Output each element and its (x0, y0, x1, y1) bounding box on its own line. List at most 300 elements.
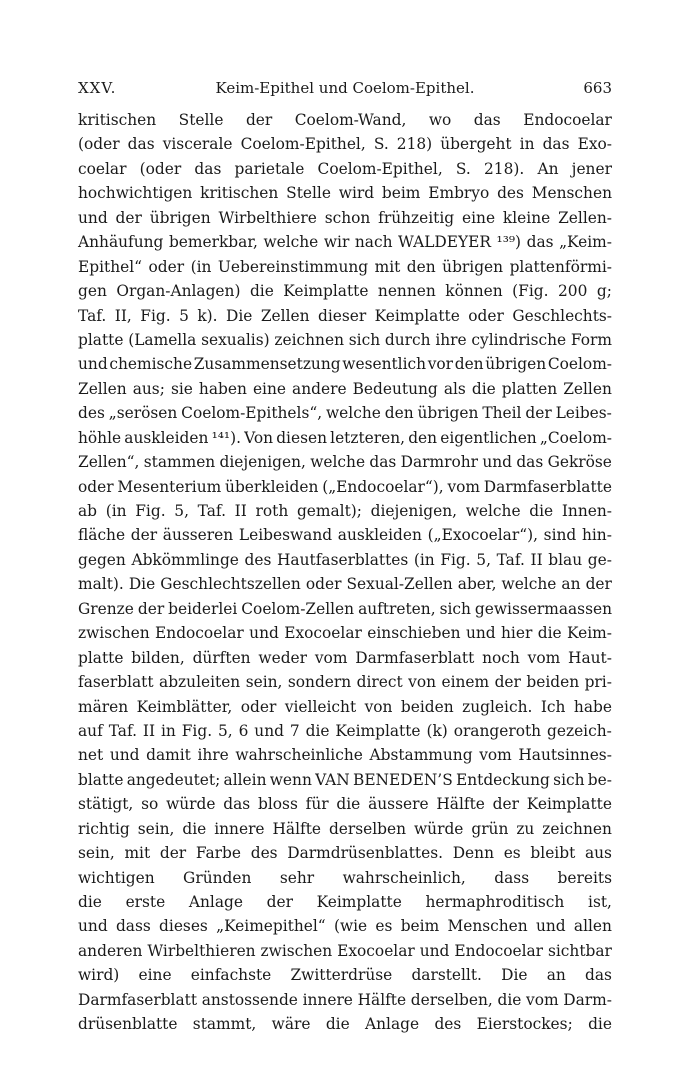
text-line (78, 279, 612, 303)
word: richtig (78, 819, 130, 838)
word: 7 (289, 721, 300, 740)
word: direct (356, 673, 403, 692)
word: wo (428, 111, 452, 129)
word: Menschen (447, 917, 528, 936)
word: orangeroth (453, 721, 542, 740)
word: Zusammensetzung (193, 355, 341, 374)
text-line (78, 206, 612, 230)
text-line (78, 157, 612, 181)
word: Darm- (563, 990, 612, 1009)
word: die (537, 624, 562, 643)
word: das (223, 795, 251, 814)
word: oder (148, 257, 185, 276)
word: das (526, 233, 554, 252)
word: zugleich. (462, 697, 533, 716)
body-text (78, 108, 612, 1037)
word: diejenigen, (370, 502, 458, 520)
word: jener (571, 159, 612, 178)
word: Leibes- (555, 404, 612, 423)
word: Zellen (78, 379, 127, 398)
chapter-number: XXV. (78, 79, 117, 97)
word: 200 (557, 282, 588, 301)
word: darstellt. (411, 966, 482, 985)
word: welche (310, 453, 366, 472)
word: des (434, 1015, 462, 1034)
word: die (336, 795, 361, 814)
word: („Exocoelar“), (427, 526, 538, 545)
word: von (364, 697, 393, 716)
word: Fig. (181, 721, 213, 740)
word: fläche (78, 526, 126, 545)
word: wenn (269, 770, 312, 789)
word: eine (462, 208, 496, 227)
word: Gekröse (547, 453, 612, 472)
text-line (78, 523, 612, 547)
word: einschieben (367, 624, 461, 643)
word: Darmfaserblatt (78, 990, 198, 1009)
word: vom (479, 746, 512, 765)
word: sondern (287, 673, 352, 692)
word: sich (348, 330, 381, 349)
word: übrigen (485, 355, 547, 374)
word: Taf. (78, 306, 107, 325)
word: von (408, 673, 437, 692)
word: ist, (588, 893, 612, 911)
word: weder (258, 648, 308, 667)
word: Wirbelthiere (218, 208, 317, 227)
word: noch (482, 648, 520, 667)
word: das (584, 966, 612, 985)
text-line (78, 670, 612, 694)
word: innere (302, 990, 353, 1009)
word: Wirbelthieren (147, 941, 256, 960)
word: wird (338, 184, 375, 203)
text-line (78, 597, 612, 621)
word: übrigen (442, 257, 504, 276)
word: g; (596, 282, 612, 301)
word: bloss (258, 795, 298, 814)
word: überkleiden (225, 477, 319, 496)
word: sexualis) (201, 330, 270, 349)
word: die (78, 893, 102, 911)
word: Coelom-Epithel, (240, 135, 366, 154)
word: aus (584, 844, 612, 863)
word: das (542, 135, 570, 154)
word: 6 (238, 721, 249, 740)
word: Zellen (260, 306, 310, 325)
word: allein (223, 770, 267, 789)
word: einfachste (190, 966, 272, 985)
word: Sexual-Zellen (346, 575, 453, 594)
text-line (78, 304, 612, 328)
word: zwischen (260, 941, 333, 960)
word: anstossende (201, 990, 298, 1009)
text-line (78, 768, 612, 792)
word: an (546, 966, 566, 985)
word: drüsenblatte (78, 1015, 178, 1034)
word: net (78, 746, 104, 765)
word: zeichnen (542, 819, 612, 838)
text-line (78, 866, 612, 890)
text-line (78, 841, 612, 865)
word: innere (214, 819, 265, 838)
word: eine (252, 379, 286, 398)
word: „Keim- (559, 233, 612, 252)
word: bleibt (530, 844, 576, 863)
text-line (78, 914, 612, 938)
word: Innen- (561, 502, 612, 520)
word: vom (527, 648, 561, 667)
word: gewissermaassen (474, 599, 612, 618)
word: plattenförmi- (509, 257, 612, 276)
word: nennen (377, 282, 436, 301)
word: gegen (78, 550, 126, 569)
word: und (249, 624, 279, 643)
text-line (78, 328, 612, 352)
text-line (78, 890, 612, 914)
word: Entdeckung (456, 770, 550, 789)
word: Coelom-Zellen (241, 599, 355, 618)
word: hochwichtigen (78, 184, 193, 203)
word: beim (381, 184, 421, 203)
word: zeichnen (274, 330, 344, 349)
text-line (78, 255, 612, 279)
word: 218). (483, 159, 525, 178)
word: Fig. (140, 306, 171, 325)
word: das (516, 453, 544, 472)
word: und (109, 746, 140, 765)
word: malt). (78, 575, 124, 594)
word: Fig. (440, 550, 471, 569)
word: Farbe (195, 844, 242, 863)
word: Abkömmlinge (131, 550, 239, 569)
word: Von (244, 428, 274, 447)
word: des (78, 404, 105, 423)
word: ihre (435, 330, 467, 349)
word: des (497, 184, 524, 203)
word: sichtbar (547, 941, 612, 960)
word: Menschen (531, 184, 612, 203)
word: Mesenterium (117, 477, 222, 496)
word: erste (125, 893, 166, 911)
word: II (234, 502, 247, 520)
text-line (78, 572, 612, 596)
word: Stelle (286, 184, 331, 203)
word: (in (413, 550, 435, 569)
word: Taf. (108, 721, 137, 740)
word: Die (128, 575, 156, 594)
word: den (454, 355, 484, 374)
word: sind (543, 526, 577, 545)
word: (Fig. (512, 282, 549, 301)
running-header (78, 78, 612, 98)
word: Endocoelar (155, 624, 244, 643)
word: an (561, 575, 581, 594)
word: das (369, 453, 397, 472)
word: für (305, 795, 329, 814)
word: roth (255, 502, 289, 520)
word: coelar (78, 159, 127, 178)
word: (in (190, 257, 212, 276)
word: und (254, 721, 284, 740)
word: (k) (426, 721, 448, 740)
word: faserblatt (78, 673, 154, 692)
word: die (529, 502, 554, 520)
word: anderen (78, 941, 143, 960)
word: letzteren, (330, 428, 406, 447)
word: aus; (132, 379, 165, 398)
word: derselben (328, 819, 407, 838)
word: das (473, 111, 501, 129)
word: nach (354, 233, 393, 252)
word: 5, (174, 502, 189, 520)
text-line (78, 743, 612, 767)
text-line (78, 963, 612, 987)
word: Endocoelar (454, 941, 544, 960)
word: Coelom-Wand, (294, 111, 407, 129)
word: dürften (192, 648, 251, 667)
running-title: Keim-Epithel und Coelom-Epithel. (215, 79, 475, 97)
word: Taf. (496, 550, 525, 569)
word: schon (324, 208, 371, 227)
word: Denn (452, 844, 494, 863)
text-line (78, 792, 612, 816)
word: äusseren (162, 526, 234, 545)
word: in (519, 135, 535, 154)
word: VAN (315, 770, 350, 789)
word: Keimplatte (374, 306, 460, 325)
word: Organ-Anlagen) (116, 282, 241, 301)
word: und (535, 917, 566, 936)
word: stammt, (192, 1015, 257, 1034)
word: Eierstockes; (476, 1015, 573, 1034)
word: sie (170, 379, 193, 398)
word: BENEDEN’S (353, 770, 453, 789)
word: übergeht (440, 135, 512, 154)
word: Keim- (567, 624, 612, 643)
word: vom (526, 990, 559, 1009)
word: der (525, 404, 552, 423)
word: Exo- (577, 135, 612, 154)
word: der (585, 575, 612, 594)
word: abzuleiten (159, 673, 241, 692)
word: Uebereinstimmung (217, 257, 369, 276)
word: Zellen- (558, 208, 612, 227)
word: derselben, (410, 990, 493, 1009)
word: wird) (78, 966, 120, 985)
text-line (78, 108, 612, 132)
word: die (305, 721, 330, 740)
word: Keimblätter, (136, 697, 233, 716)
word: frühzeitig (378, 208, 455, 227)
word: k). (197, 306, 218, 325)
word: pri- (584, 673, 612, 692)
word: Hälfte (436, 795, 485, 814)
text-line (78, 548, 612, 572)
word: II (142, 721, 156, 740)
word: wesentlich (342, 355, 427, 374)
word: gen (78, 282, 107, 301)
word: sein, (137, 819, 175, 838)
text-line (78, 475, 612, 499)
word: sich (439, 599, 471, 618)
word: (oder (78, 135, 120, 154)
word: Exocoelar (337, 941, 415, 960)
word: Endocoelar (523, 111, 612, 129)
word: dieser (317, 306, 367, 325)
word: und (78, 355, 108, 374)
word: sein, (245, 673, 283, 692)
word: welche (501, 575, 557, 594)
word: Die (226, 306, 253, 325)
word: beiden (526, 673, 580, 692)
word: Hälfte (357, 990, 407, 1009)
word: Coelom-Epithels“, (181, 404, 323, 423)
word: 218) (396, 135, 433, 154)
word: äussere (368, 795, 429, 814)
word: oder (240, 697, 277, 716)
word: die (471, 379, 496, 398)
word: ¹³⁹) (496, 233, 522, 252)
word: und (78, 208, 108, 227)
word: welche (263, 233, 319, 252)
word: ¹⁴¹). (211, 428, 241, 447)
word: blatte (78, 770, 124, 789)
text-line (78, 817, 612, 841)
text-line (78, 499, 612, 523)
word: es (503, 844, 521, 863)
word: Die (501, 966, 528, 985)
word: Coelom-Epithel, (317, 159, 443, 178)
word: (wie (333, 917, 368, 936)
word: die (249, 282, 274, 301)
text-line (78, 988, 612, 1012)
word: der (115, 208, 142, 227)
word: übrigen (149, 208, 211, 227)
word: bilden, (131, 648, 185, 667)
word: und (78, 917, 108, 936)
word: und (465, 624, 496, 643)
word: andere (292, 379, 347, 398)
word: einem (441, 673, 490, 692)
word: Gründen (183, 868, 252, 887)
word: welche (465, 502, 521, 520)
word: wahrscheinlich, (342, 868, 466, 887)
word: die (325, 1015, 350, 1034)
text-line (78, 646, 612, 670)
word: Leibeswand (238, 526, 333, 545)
word: Epithel“ (78, 257, 143, 276)
word: II (530, 550, 543, 569)
text-line (78, 401, 612, 425)
word: „Keimepithel“ (216, 917, 326, 936)
word: Exocoelar (284, 624, 362, 643)
word: blau (548, 550, 583, 569)
word: den (384, 404, 414, 423)
word: vor (427, 355, 454, 374)
word: ge- (587, 550, 612, 569)
word: mären (78, 697, 129, 716)
word: als (443, 379, 466, 398)
text-line (78, 450, 612, 474)
word: das (127, 135, 155, 154)
word: hier (501, 624, 533, 643)
word: diesen (276, 428, 327, 447)
word: sein, (78, 844, 115, 863)
word: Hautfaserblattes (277, 550, 409, 569)
word: zwischen (78, 624, 150, 643)
word: das (194, 159, 222, 178)
word: durch (384, 330, 431, 349)
word: höhle (78, 428, 122, 447)
word: und (419, 941, 450, 960)
word: auftreten, (358, 599, 436, 618)
word: S. (455, 159, 471, 178)
word: 5 (179, 306, 189, 325)
text-line (78, 230, 612, 254)
word: Bedeutung (352, 379, 438, 398)
word: stätigt, (78, 795, 134, 814)
word: (Lamella (128, 330, 197, 349)
word: welche (326, 404, 381, 423)
word: der (159, 844, 187, 863)
word: Fig. (135, 502, 166, 520)
word: ab (78, 502, 98, 520)
word: ihre (197, 746, 229, 765)
word: parietale (234, 159, 305, 178)
word: Darmfaserblatte (483, 477, 612, 496)
word: eigentlichen (440, 428, 537, 447)
word: Anlage (188, 893, 243, 911)
word: mit (124, 844, 151, 863)
word: Hälfte (272, 819, 321, 838)
word: cylindrische (471, 330, 567, 349)
text-line (78, 132, 612, 156)
word: des (250, 844, 278, 863)
word: Keimplatte (526, 795, 612, 814)
text-line (78, 719, 612, 743)
word: wahrscheinliche (235, 746, 363, 765)
word: viscerale (162, 135, 233, 154)
word: Anhäufung (78, 233, 164, 252)
word: beim (400, 917, 440, 936)
word: „serösen (108, 404, 178, 423)
word: zu (516, 819, 535, 838)
text-line (78, 181, 612, 205)
word: wäre (271, 1015, 311, 1034)
word: Keimplatte (335, 721, 421, 740)
word: übrigen (417, 404, 479, 423)
word: Anlage (365, 1015, 420, 1034)
text-line (78, 621, 612, 645)
word: die (588, 1015, 612, 1034)
word: der (130, 526, 158, 545)
word: können (445, 282, 503, 301)
word: den (406, 257, 436, 276)
word: S. (373, 135, 389, 154)
word: aber, (457, 575, 497, 594)
word: vom (447, 477, 481, 496)
word: platte (78, 330, 124, 349)
word: würde (414, 819, 464, 838)
word: Ich (540, 697, 566, 716)
word: damit (146, 746, 191, 765)
word: bereits (557, 868, 612, 887)
word: so (141, 795, 159, 814)
word: platten (501, 379, 558, 398)
word: des (244, 550, 272, 569)
word: 5, (476, 550, 491, 569)
